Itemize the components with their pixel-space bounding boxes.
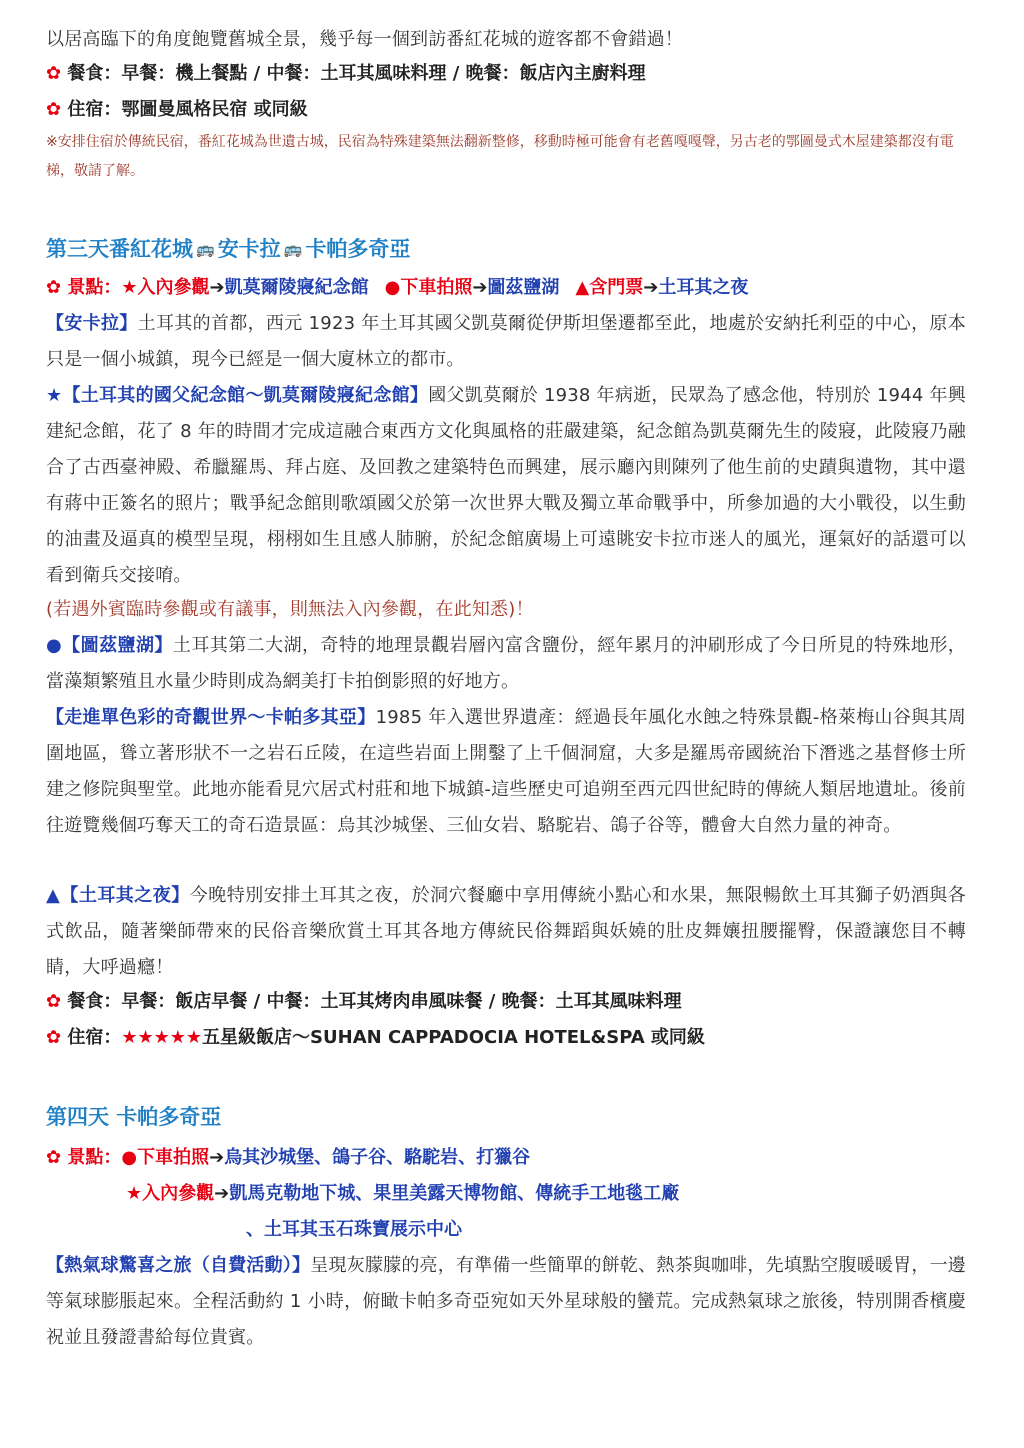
- day4-enter-cont: [246, 1212, 966, 1248]
- day3-meals: [46, 984, 966, 1020]
- cappadocia-paragraph: [46, 700, 966, 844]
- dot-icon: ●: [121, 1147, 138, 1168]
- day3-sights: [46, 270, 966, 306]
- flower-icon: ✿: [46, 1027, 62, 1048]
- day3-meals-text: 餐食：早餐：飯店早餐 / 中餐：土耳其烤肉串風味餐 / 晚餐：土耳其風味料理: [67, 991, 682, 1012]
- sight-lake: 圖茲鹽湖: [487, 277, 560, 298]
- bus-icon: 🚌: [283, 240, 303, 258]
- enter-label: 入內參觀: [142, 1183, 215, 1204]
- triangle-icon: ▲: [46, 885, 61, 906]
- day4-sights: [46, 1140, 966, 1176]
- ankara-tag: 【安卡拉】: [46, 313, 138, 334]
- ankara-text: 土耳其的首都，西元 1923 年土耳其國父凱莫爾從伊斯坦堡遷都至此，地處於安納托利亞的中心，原本只是一個小城鎮，現今已經是一個大廈林立的都市。: [46, 313, 966, 370]
- day2-meals: [46, 56, 966, 92]
- bus-icon: 🚌: [196, 240, 215, 258]
- memorial-note-text: (若遇外賓臨時參觀或有議事，則無法入內參觀，在此知悉)！: [46, 599, 534, 620]
- lake-text: 土耳其第二大湖，奇特的地理景觀岩層內富含鹽份，經年累月的沖刷形成了今日所見的特殊地形，當藻類繁殖且水量少時則成為網美打卡拍倒影照的好地方。: [46, 635, 966, 692]
- cappadocia-tag: 【走進單色彩的奇觀世界～卡帕多其亞】: [46, 707, 376, 728]
- arrow-icon: ➔: [209, 1147, 225, 1168]
- arrow-icon: ➔: [209, 277, 225, 298]
- memorial-note: [46, 592, 966, 628]
- lake-tag: 【圖茲鹽湖】: [62, 635, 173, 656]
- cappadocia-text: 1985 年入選世界遺產：經過長年風化水蝕之特殊景觀-格萊梅山谷與其周圍地區，聳立著形狀不一之岩石丘陵，在這些岩面上開鑿了上千個洞窟，大多是羅馬帝國統治下潛逃之基督修士所建之修院與聖堂。此地亦能看見穴居式村莊和地下城鎮-這些歷史可追朔至西元四世紀時的傳統人類居地遺址。後前往遊覽幾個巧奪天工的奇石造景區：烏其沙城堡、三仙女岩、駱駝岩、鴿子谷等，體會大自然力量的神奇。: [46, 707, 966, 836]
- night-text: 今晚特別安排土耳其之夜，於洞穴餐廳中享用傳統小點心和水果，無限暢飲土耳其獅子奶酒與各式飲品，隨著樂師帶來的民俗音樂欣賞土耳其各地方傳統民俗舞蹈與妖嬈的肚皮舞孃扭腰擺臀，保證讓您目不轉睛，大呼過癮！: [46, 885, 966, 978]
- day3-title-part1: 第三天番紅花城: [46, 237, 193, 261]
- day4-title-text: 第四天 卡帕多奇亞: [46, 1105, 222, 1129]
- enter-list-2: 、土耳其玉石珠寶展示中心: [246, 1219, 462, 1240]
- star-icon: ★: [46, 385, 63, 406]
- ticket-label: 含門票: [589, 277, 644, 298]
- lake-paragraph: [46, 628, 966, 700]
- balloon-tag: 【熱氣球驚喜之旅（自費活動）】: [46, 1255, 311, 1276]
- memorial-paragraph: [46, 378, 966, 594]
- ankara-paragraph: [46, 306, 966, 378]
- night-paragraph: [46, 878, 966, 986]
- day3-title-part3: 卡帕多奇亞: [305, 237, 411, 261]
- balloon-paragraph: [46, 1248, 966, 1356]
- sights-label: 景點：: [67, 1147, 122, 1168]
- photo-label: 下車拍照: [400, 277, 473, 298]
- dot-icon: ●: [384, 277, 401, 298]
- intro-text: 以居高臨下的角度飽覽舊城全景，幾乎每一個到訪番紅花城的遊客都不會錯過！: [46, 29, 683, 50]
- intro-paragraph: [46, 22, 966, 58]
- day2-lodging: [46, 92, 966, 128]
- enter-list: 凱馬克勒地下城、果里美露天博物館、傳統手工地毯工廠: [229, 1183, 680, 1204]
- flower-icon: ✿: [46, 277, 62, 298]
- day2-meals-text: 餐食：早餐：機上餐點 / 中餐：土耳其風味料理 / 晚餐：飯店內主廚料理: [67, 63, 646, 84]
- sight-mausoleum: 凱莫爾陵寢紀念館: [224, 277, 369, 298]
- arrow-icon: ➔: [214, 1183, 230, 1204]
- flower-icon: ✿: [46, 63, 62, 84]
- day2-note-text: ※安排住宿於傳統民宿，番紅花城為世遺古城，民宿為特殊建築無法翻新整修，移動時極可能會有老舊嘎嘎聲，另古老的鄂圖曼式木屋建築都沒有電梯，敬請了解。: [46, 134, 954, 179]
- memorial-text: 國父凱莫爾於 1938 年病逝，民眾為了感念他，特別於 1944 年興建紀念館，花了 8 年的時間才完成這融合東西方文化與風格的莊嚴建築，紀念館為凱莫爾先生的陵寢，此陵寢乃融合了古西臺神殿、希臘羅馬、拜占庭、及回教之建築特色而興建，展示廳內則陳列了他生前的史蹟與遺物，其中還有蔣中正簽名的照片；戰爭紀念館則歌頌國父於第一次世界大戰及獨立革命戰爭中，所參加過的大小戰役，以生動的油畫及逼真的模型呈現，栩栩如生且感人肺腑，於紀念館廣場上可遠眺安卡拉市迷人的風光，運氣好的話還可以看到衛兵交接唷。: [46, 385, 966, 586]
- lodging-label: 住宿：: [67, 1027, 122, 1048]
- flower-icon: ✿: [46, 991, 62, 1012]
- enter-label: 入內參觀: [137, 277, 210, 298]
- arrow-icon: ➔: [643, 277, 659, 298]
- day4-enter: [126, 1176, 966, 1212]
- sight-night: 土耳其之夜: [658, 277, 749, 298]
- day3-title-part2: 安卡拉: [217, 237, 281, 261]
- dot-icon: ●: [46, 635, 63, 656]
- sights-label: 景點：: [67, 277, 122, 298]
- day3-lodging: [46, 1020, 966, 1056]
- balloon-text: 呈現灰朦朦的亮，有準備一些簡單的餅乾、熱茶與咖啡，先填點空腹暖暖胃，一邊等氣球膨脹起來。全程活動約 1 小時，俯瞰卡帕多奇亞宛如天外星球般的蠻荒。完成熱氣球之旅後，特別開香檳慶祝並且發證書給每位貴賓。: [46, 1255, 967, 1348]
- day2-lodging-text: 住宿：鄂圖曼風格民宿 或同級: [67, 99, 308, 120]
- day3-title: [46, 234, 966, 264]
- day4-title: [46, 1102, 966, 1132]
- arrow-icon: ➔: [472, 277, 488, 298]
- photo-label: 下車拍照: [137, 1147, 210, 1168]
- star-icon: ★: [121, 277, 138, 298]
- star-icon: ★: [126, 1183, 143, 1204]
- triangle-icon: ▲: [575, 277, 590, 298]
- flower-icon: ✿: [46, 99, 62, 120]
- flower-icon: ✿: [46, 1147, 62, 1168]
- day3-lodging-text: 五星級飯店～SUHAN CAPPADOCIA HOTEL&SPA 或同級: [202, 1027, 705, 1048]
- day2-note: [46, 128, 966, 186]
- five-star-icon: ★★★★★: [121, 1027, 203, 1048]
- night-tag: 【土耳其之夜】: [60, 885, 190, 906]
- memorial-tag: 【土耳其的國父紀念館～凱莫爾陵寢紀念館】: [62, 385, 429, 406]
- photo-list: 烏其沙城堡、鴿子谷、駱駝岩、打獵谷: [224, 1147, 531, 1168]
